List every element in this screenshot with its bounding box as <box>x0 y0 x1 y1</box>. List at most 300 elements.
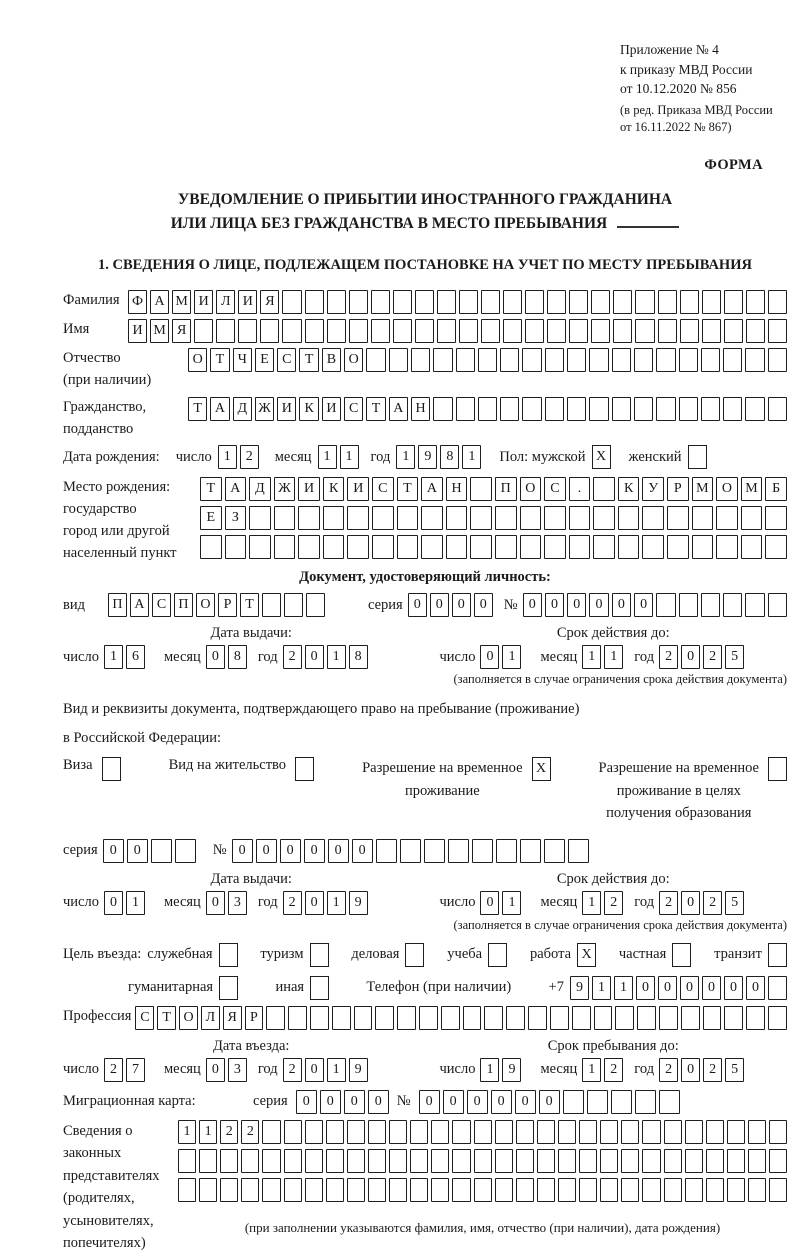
char-cell <box>397 1006 416 1030</box>
char-cell: 0 <box>206 1058 225 1082</box>
char-cell <box>495 1178 513 1202</box>
char-cell <box>544 839 565 863</box>
char-cell <box>547 290 566 314</box>
month-label: месяц <box>163 894 201 911</box>
char-cell <box>681 1006 700 1030</box>
char-cell: 2 <box>220 1120 238 1144</box>
char-cell <box>520 839 541 863</box>
char-cell <box>354 1006 373 1030</box>
char-cell: 8 <box>228 645 247 669</box>
stay-until-group <box>439 1038 787 1082</box>
purpose-option-study <box>447 943 507 967</box>
char-cell: К <box>299 397 318 421</box>
char-cell <box>723 397 742 421</box>
char-cell <box>393 319 412 343</box>
char-cell <box>642 1178 660 1202</box>
char-cell: Ж <box>274 477 296 501</box>
char-cell <box>495 1149 513 1173</box>
doc-type-label: вид <box>63 596 85 613</box>
issue-year-cells <box>283 645 368 669</box>
char-cell <box>347 535 369 559</box>
stay-month-cells <box>582 1058 623 1082</box>
char-cell <box>745 348 764 372</box>
char-cell <box>520 506 542 530</box>
stay-year-cells <box>659 1058 744 1082</box>
char-cell <box>481 319 500 343</box>
char-cell <box>679 397 698 421</box>
char-cell: П <box>174 593 193 617</box>
char-cell <box>368 1120 386 1144</box>
char-cell <box>591 290 610 314</box>
visa-option <box>63 757 121 781</box>
char-cell: 8 <box>349 645 368 669</box>
char-cell <box>284 593 303 617</box>
valid-until-title: Срок действия до: <box>556 625 670 642</box>
patronymic-cells <box>188 348 787 372</box>
char-cell: 0 <box>474 593 493 617</box>
char-cell <box>701 348 720 372</box>
surname-cells <box>128 290 787 314</box>
char-cell <box>241 1178 259 1202</box>
visa-checkbox <box>102 757 121 781</box>
char-cell <box>768 348 787 372</box>
issue-date-group <box>63 625 439 669</box>
char-cell <box>746 319 765 343</box>
char-cell <box>484 1006 503 1030</box>
char-cell: 1 <box>178 1120 196 1144</box>
valid-year-cells <box>659 645 744 669</box>
char-cell <box>410 1120 428 1144</box>
char-cell: Р <box>667 477 689 501</box>
representatives-note: (при заполнении указываются фамилия, имя, отчество (при наличии), дата рождения) <box>244 1219 721 1235</box>
char-cell: 9 <box>502 1058 521 1082</box>
profession-cells <box>135 1006 787 1030</box>
char-cell: С <box>344 397 363 421</box>
char-cell: Н <box>411 397 430 421</box>
char-cell <box>748 1149 766 1173</box>
char-cell <box>516 1120 534 1144</box>
residence-number-cells <box>232 839 589 863</box>
char-cell: 1 <box>462 445 481 469</box>
citizenship-label <box>63 397 188 441</box>
residence-doc-intro-line: Вид и реквизиты документа, подтверждающего право на пребывание (проживание) <box>63 701 580 718</box>
char-cell: О <box>196 593 215 617</box>
char-cell: 0 <box>567 593 586 617</box>
char-cell <box>431 1120 449 1144</box>
option-label: транзит <box>714 946 762 963</box>
citizenship-label-line: подданство <box>63 420 134 437</box>
char-cell <box>411 348 430 372</box>
char-cell <box>371 290 390 314</box>
char-cell <box>284 1120 302 1144</box>
migration-card-label: Миграционная карта: <box>63 1093 196 1110</box>
purpose-label: Цель въезда: <box>63 946 142 963</box>
char-cell <box>593 477 615 501</box>
char-cell <box>437 319 456 343</box>
legal-reference <box>620 40 787 137</box>
char-cell <box>470 506 492 530</box>
char-cell <box>569 290 588 314</box>
char-cell: А <box>389 397 408 421</box>
issue-year-cells <box>283 891 368 915</box>
residence-doc-dates <box>63 871 787 915</box>
char-cell: Л <box>216 290 235 314</box>
char-cell: С <box>135 1006 154 1030</box>
char-cell: И <box>194 290 213 314</box>
char-cell: 0 <box>491 1090 512 1114</box>
char-cell <box>656 397 675 421</box>
char-cell: Т <box>240 593 259 617</box>
char-cell <box>702 319 721 343</box>
char-cell <box>679 348 698 372</box>
entry-year-cells <box>283 1058 368 1082</box>
char-cell: 1 <box>502 891 521 915</box>
char-cell <box>600 1178 618 1202</box>
visa-label: Виза <box>63 757 93 774</box>
char-cell: 0 <box>408 593 427 617</box>
valid-month-cells <box>582 645 623 669</box>
char-cell <box>612 397 631 421</box>
char-cell <box>323 506 345 530</box>
char-cell: Р <box>218 593 237 617</box>
birth-place-label-line: Место рождения: <box>63 479 171 496</box>
char-cell <box>421 506 443 530</box>
char-cell <box>503 290 522 314</box>
char-cell <box>389 1149 407 1173</box>
char-cell <box>431 1149 449 1173</box>
char-cell <box>544 535 566 559</box>
char-cell: 0 <box>419 1090 440 1114</box>
entry-dates <box>63 1038 787 1082</box>
phone-label: Телефон (при наличии) <box>366 979 512 996</box>
residence-series-cells <box>103 839 196 863</box>
char-cell <box>637 1006 656 1030</box>
valid-day-cells <box>480 645 521 669</box>
char-cell: 0 <box>634 593 653 617</box>
birth-place-label <box>63 477 200 564</box>
issue-date-group <box>63 871 439 915</box>
char-cell: 7 <box>126 1058 145 1082</box>
char-cell: 0 <box>681 645 700 669</box>
char-cell <box>544 506 566 530</box>
entry-month-cells <box>206 1058 247 1082</box>
purpose-option-transit <box>714 943 787 967</box>
char-cell <box>765 535 787 559</box>
char-cell: Т <box>200 477 222 501</box>
char-cell <box>659 1090 680 1114</box>
char-cell <box>520 535 542 559</box>
representatives-row <box>63 1120 787 1255</box>
char-cell <box>558 1178 576 1202</box>
patronymic-label-line: (при наличии) <box>63 372 152 389</box>
representatives-label-line: (родителях, <box>63 1190 135 1207</box>
doc-series-label: серия <box>367 596 403 613</box>
char-cell: Н <box>446 477 468 501</box>
purpose-tourism-checkbox <box>310 943 329 967</box>
char-cell: И <box>128 319 147 343</box>
representatives-label-line: законных <box>63 1145 122 1162</box>
char-cell <box>366 348 385 372</box>
entry-date-group <box>63 1038 439 1082</box>
char-cell <box>332 1006 351 1030</box>
char-cell <box>635 319 654 343</box>
day-label: число <box>175 448 212 465</box>
purpose-official-checkbox <box>219 943 238 967</box>
char-cell <box>495 506 517 530</box>
series-label: серия <box>63 842 98 859</box>
char-cell: 9 <box>349 1058 368 1082</box>
birth-place-cells-2 <box>200 506 787 530</box>
char-cell: 0 <box>589 593 608 617</box>
char-cell <box>472 839 493 863</box>
char-cell <box>220 1149 238 1173</box>
ref-line: к приказу МВД России <box>620 61 753 77</box>
char-cell: 1 <box>218 445 237 469</box>
char-cell <box>225 535 247 559</box>
char-cell <box>503 319 522 343</box>
char-cell <box>310 1006 329 1030</box>
char-cell: 0 <box>443 1090 464 1114</box>
char-cell <box>769 1120 787 1144</box>
char-cell <box>326 1178 344 1202</box>
char-cell <box>410 1178 428 1202</box>
char-cell <box>452 1120 470 1144</box>
char-cell: 2 <box>659 1058 678 1082</box>
char-cell <box>768 319 787 343</box>
char-cell <box>306 593 325 617</box>
temp-residence-label <box>362 757 522 802</box>
option-label: деловая <box>351 946 400 963</box>
char-cell: И <box>277 397 296 421</box>
char-cell: А <box>225 477 247 501</box>
birth-day-cells <box>218 445 259 469</box>
char-cell <box>372 535 394 559</box>
visit-purpose-row <box>63 943 787 967</box>
char-cell <box>685 1120 703 1144</box>
day-label: число <box>439 1061 476 1078</box>
char-cell <box>716 506 738 530</box>
char-cell <box>746 1006 765 1030</box>
char-cell: 0 <box>545 593 564 617</box>
char-cell <box>692 506 714 530</box>
temp-residence-checkbox: X <box>532 757 551 781</box>
char-cell <box>593 506 615 530</box>
char-cell <box>680 290 699 314</box>
char-cell: 0 <box>452 593 471 617</box>
char-cell <box>706 1120 724 1144</box>
purpose-option-private <box>619 943 691 967</box>
char-cell <box>452 1178 470 1202</box>
purpose-business-checkbox <box>405 943 424 967</box>
char-cell: 1 <box>318 445 337 469</box>
char-cell <box>200 535 222 559</box>
char-cell <box>175 839 196 863</box>
char-cell <box>410 1149 428 1173</box>
valid-year-cells <box>659 891 744 915</box>
residence-permit-label: Вид на жительство <box>168 757 287 774</box>
temp-residence-label-line: проживание <box>404 782 480 799</box>
patronymic-label <box>63 348 188 392</box>
char-cell: 0 <box>320 1090 341 1114</box>
char-cell: Т <box>157 1006 176 1030</box>
char-cell <box>748 1120 766 1144</box>
char-cell: М <box>692 477 714 501</box>
representatives-cells-3 <box>178 1178 787 1202</box>
char-cell <box>701 397 720 421</box>
char-cell <box>419 1006 438 1030</box>
firstname-row <box>63 319 787 343</box>
profession-row <box>63 1006 787 1030</box>
month-label: месяц <box>540 894 578 911</box>
char-cell <box>481 290 500 314</box>
char-cell <box>724 319 743 343</box>
char-cell: 0 <box>328 839 349 863</box>
char-cell: 3 <box>228 891 247 915</box>
char-cell: 5 <box>725 891 744 915</box>
edu-residence-checkbox <box>768 757 787 781</box>
char-cell <box>613 290 632 314</box>
char-cell <box>478 397 497 421</box>
char-cell <box>389 348 408 372</box>
char-cell <box>569 535 591 559</box>
char-cell: 2 <box>104 1058 123 1082</box>
residence-doc-intro <box>63 695 787 753</box>
purpose-option-other <box>275 976 329 1000</box>
char-cell <box>716 535 738 559</box>
char-cell <box>415 290 434 314</box>
char-cell: П <box>108 593 127 617</box>
char-cell <box>593 535 615 559</box>
char-cell <box>516 1149 534 1173</box>
char-cell: Ч <box>233 348 252 372</box>
char-cell <box>658 290 677 314</box>
char-cell <box>727 1178 745 1202</box>
char-cell: 0 <box>206 645 225 669</box>
char-cell <box>723 348 742 372</box>
char-cell <box>262 593 281 617</box>
char-cell <box>537 1149 555 1173</box>
birth-year-cells <box>396 445 481 469</box>
char-cell: 0 <box>344 1090 365 1114</box>
char-cell <box>667 506 689 530</box>
sex-male-checkbox: X <box>592 445 611 469</box>
char-cell: И <box>238 290 257 314</box>
char-cell: К <box>618 477 640 501</box>
entry-date-title: Дата въезда: <box>213 1037 290 1054</box>
char-cell <box>547 319 566 343</box>
char-cell <box>260 319 279 343</box>
char-cell <box>723 593 742 617</box>
char-cell: Д <box>233 397 252 421</box>
edu-residence-label-line: Разрешение на временное <box>598 760 759 777</box>
char-cell <box>506 1006 525 1030</box>
valid-until-group <box>439 625 787 669</box>
char-cell <box>474 1178 492 1202</box>
char-cell <box>456 397 475 421</box>
char-cell: 2 <box>604 891 623 915</box>
purpose-option-work <box>530 943 596 967</box>
char-cell <box>500 348 519 372</box>
char-cell: 0 <box>430 593 449 617</box>
char-cell: 0 <box>702 976 721 1000</box>
char-cell <box>612 348 631 372</box>
valid-until-group <box>439 871 787 915</box>
char-cell <box>266 1006 285 1030</box>
char-cell: 0 <box>480 891 499 915</box>
char-cell: К <box>323 477 345 501</box>
valid-until-title: Срок действия до: <box>556 870 670 887</box>
char-cell: 1 <box>327 891 346 915</box>
char-cell <box>768 1006 787 1030</box>
char-cell: С <box>277 348 296 372</box>
forma-label: ФОРМА <box>704 156 763 173</box>
char-cell <box>216 319 235 343</box>
char-cell <box>347 1120 365 1144</box>
char-cell <box>262 1178 280 1202</box>
char-cell <box>568 839 589 863</box>
char-cell: 5 <box>725 1058 744 1082</box>
char-cell: 2 <box>703 645 722 669</box>
identity-doc-dates <box>63 625 787 669</box>
char-cell <box>621 1178 639 1202</box>
char-cell <box>376 839 397 863</box>
char-cell: 1 <box>396 445 415 469</box>
char-cell: 9 <box>418 445 437 469</box>
char-cell: 6 <box>126 645 145 669</box>
char-cell <box>656 348 675 372</box>
char-cell: 1 <box>126 891 145 915</box>
char-cell <box>768 976 787 1000</box>
char-cell: 1 <box>614 976 633 1000</box>
char-cell <box>558 1149 576 1173</box>
representatives-cells-1 <box>178 1120 787 1144</box>
sex-female-label: женский <box>628 448 682 465</box>
char-cell: О <box>716 477 738 501</box>
representatives-label <box>63 1120 178 1255</box>
char-cell: О <box>188 348 207 372</box>
char-cell <box>452 1149 470 1173</box>
char-cell <box>415 319 434 343</box>
char-cell <box>613 319 632 343</box>
char-cell: 8 <box>440 445 459 469</box>
char-cell: 0 <box>746 976 765 1000</box>
char-cell <box>470 535 492 559</box>
char-cell <box>745 593 764 617</box>
char-cell <box>397 506 419 530</box>
char-cell: 9 <box>349 891 368 915</box>
char-cell <box>437 290 456 314</box>
char-cell: 0 <box>681 1058 700 1082</box>
option-label: учеба <box>447 946 483 963</box>
char-cell: 0 <box>305 891 324 915</box>
surname-row <box>63 290 787 314</box>
char-cell <box>642 1120 660 1144</box>
purpose-study-checkbox <box>488 943 507 967</box>
representatives-label-line: представителях <box>63 1167 160 1184</box>
year-label: год <box>634 648 655 665</box>
migration-series-cells <box>296 1090 389 1114</box>
doc-series-cells <box>408 593 493 617</box>
char-cell: Т <box>397 477 419 501</box>
purpose-other-checkbox <box>310 976 329 1000</box>
char-cell <box>522 348 541 372</box>
char-cell <box>664 1149 682 1173</box>
char-cell: 2 <box>604 1058 623 1082</box>
birth-place-label-line: государство <box>63 501 137 518</box>
char-cell <box>618 535 640 559</box>
ref-line: от 10.12.2020 № 856 <box>620 81 737 97</box>
day-label: число <box>63 648 99 665</box>
